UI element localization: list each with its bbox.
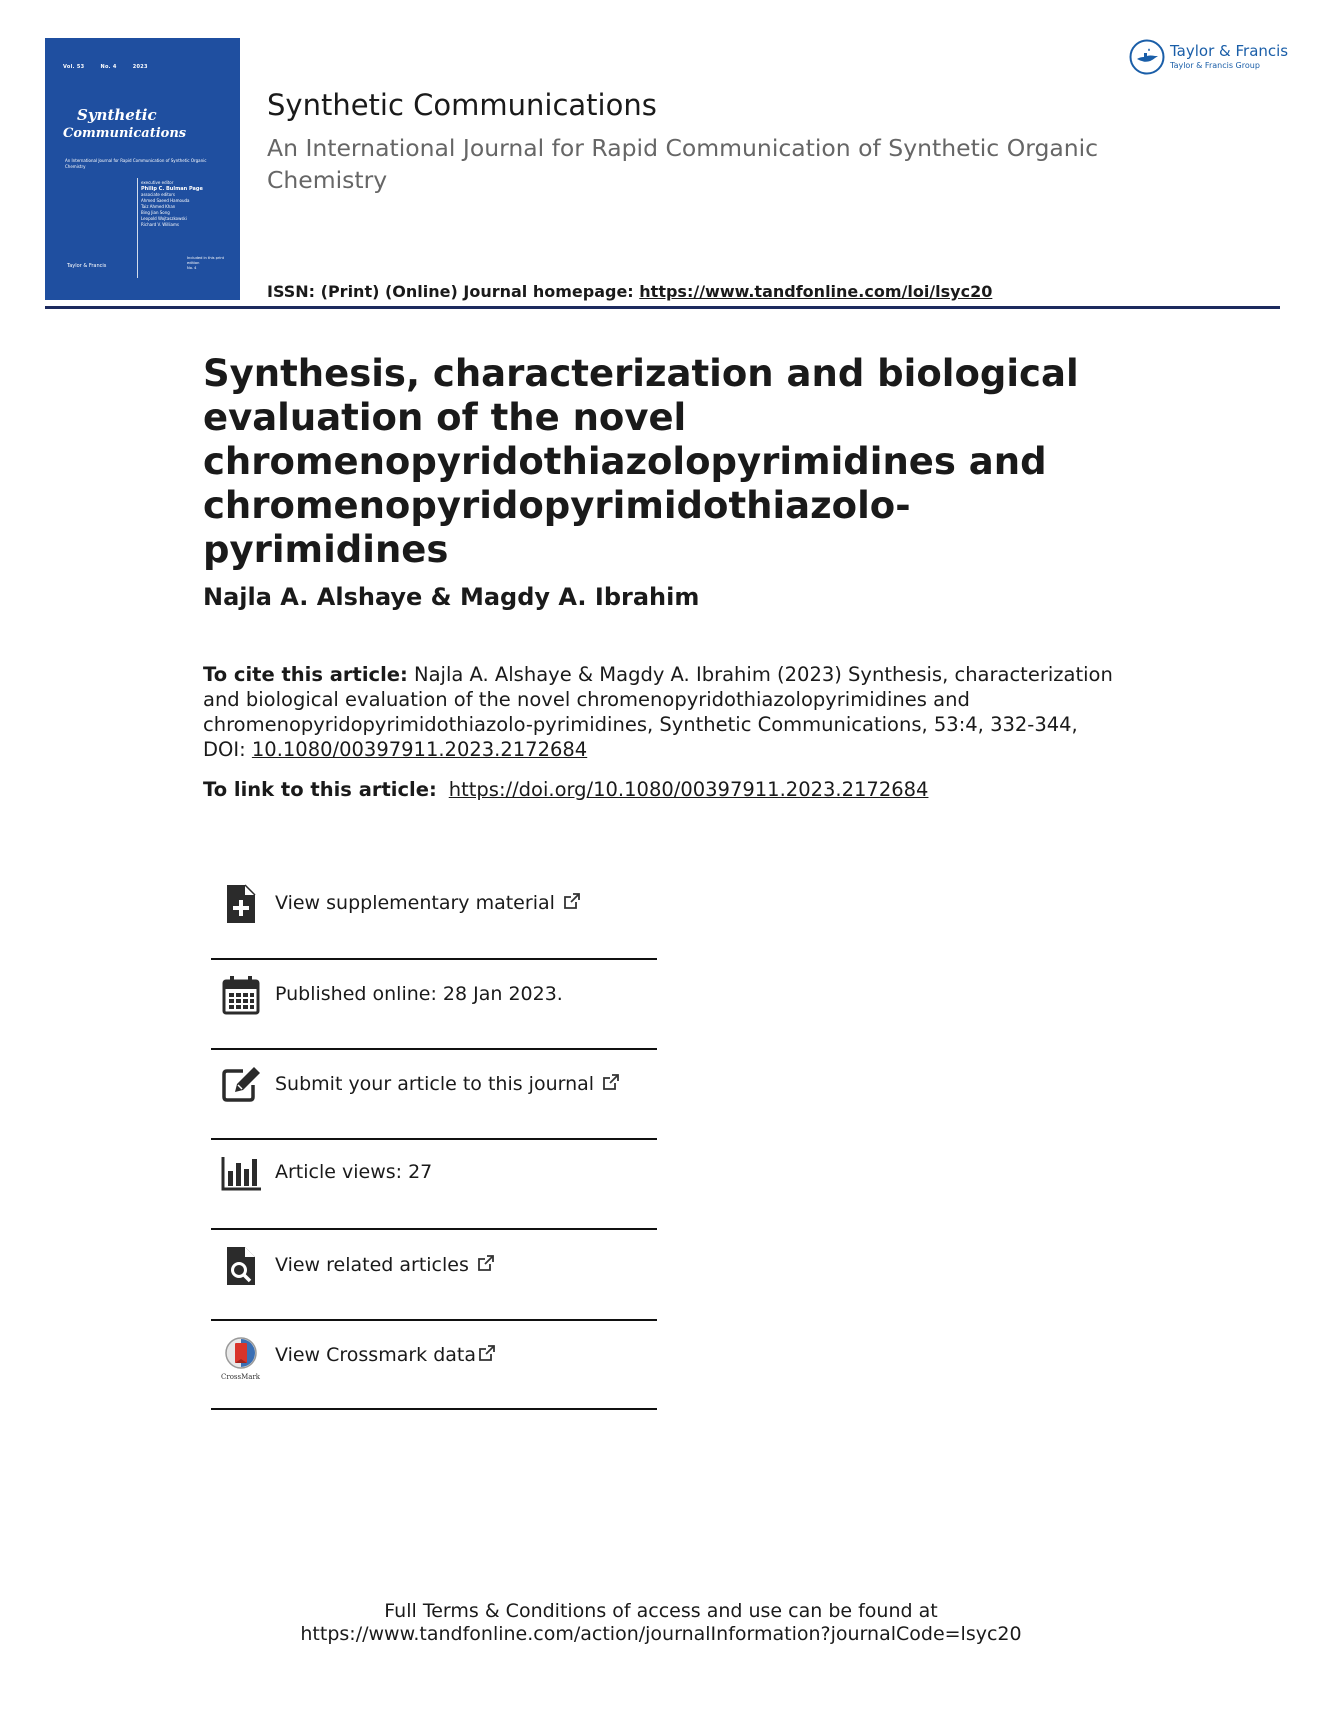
journal-homepage-link[interactable]: https://www.tandfonline.com/loi/lsyc20 xyxy=(639,282,993,301)
cover-associate: Leopold Wojtaszkowski xyxy=(141,216,187,221)
publisher-name: Taylor & Francis xyxy=(1170,42,1289,60)
info-divider xyxy=(211,1138,657,1140)
cover-title-line1: Synthetic xyxy=(77,106,157,124)
footer-line1: Full Terms & Conditions of access and use can be found at xyxy=(384,1600,938,1622)
submit-article-link[interactable] xyxy=(211,1065,657,1105)
file-plus-icon xyxy=(221,884,261,924)
related-articles-label: View related articles xyxy=(275,1254,495,1276)
article-views-label: Article views: 27 xyxy=(275,1161,433,1183)
cover-volume: Vol. 53 xyxy=(63,64,85,70)
submit-article-label: Submit your article to this journal xyxy=(275,1073,620,1095)
article-title: Synthesis, characterization and biological evaluation of the novel chromenopyridothiazolopyrimidines and chromenopyridopyrimidothiazolo-pyrimidines xyxy=(203,352,1079,571)
info-divider xyxy=(211,1408,657,1410)
cover-subtitle: An International Journal for Rapid Communication of Synthetic Organic Chemistry xyxy=(65,158,207,169)
article-authors: Najla A. Alshaye & Magdy A. Ibrahim xyxy=(203,583,700,611)
info-divider xyxy=(211,1319,657,1321)
bar-chart-icon xyxy=(221,1153,261,1193)
cite-doi-link[interactable]: 10.1080/00397911.2023.2172684 xyxy=(251,738,588,761)
cover-year: 2023 xyxy=(132,64,148,70)
cover-print-note-text: Included in this print edition xyxy=(187,256,225,265)
cover-editor-label: executive editor xyxy=(141,180,174,185)
footer xyxy=(0,1600,1322,1646)
crossmark-label: View Crossmark data xyxy=(275,1344,496,1366)
footer-terms-link[interactable]: https://www.tandfonline.com/action/journalInformation?journalCode=lsyc20 xyxy=(300,1623,1022,1645)
link-label: To link to this article: xyxy=(203,778,437,801)
cover-divider xyxy=(137,178,138,278)
cover-publisher: Taylor & Francis xyxy=(67,263,107,269)
cover-associate: Taiz Ahmed Khan xyxy=(141,204,176,209)
article-views-row xyxy=(211,1153,657,1193)
info-divider xyxy=(211,1228,657,1230)
cover-title-line2: Communications xyxy=(63,126,187,141)
cover-associate: Bing Jian Song xyxy=(141,210,170,215)
external-link-icon xyxy=(477,1254,495,1272)
info-divider xyxy=(211,1048,657,1050)
cover-editors xyxy=(141,180,203,228)
supplementary-material-link[interactable] xyxy=(211,884,657,924)
cover-print-note xyxy=(187,256,237,271)
cover-print-no: No. 4 xyxy=(187,266,197,270)
cover-number: No. 4 xyxy=(100,64,117,70)
file-search-icon xyxy=(221,1246,261,1286)
published-online-label: Published online: 28 Jan 2023. xyxy=(275,983,563,1005)
crossmark-icon xyxy=(221,1336,261,1376)
cover-issue-info xyxy=(63,64,164,70)
external-link-icon xyxy=(602,1073,620,1091)
related-articles-link[interactable] xyxy=(211,1246,657,1286)
doi-link[interactable]: https://doi.org/10.1080/00397911.2023.2172684 xyxy=(448,778,929,801)
journal-title: Synthetic Communications xyxy=(267,88,657,122)
publisher-group: Taylor & Francis Group xyxy=(1170,61,1260,70)
info-divider xyxy=(211,958,657,960)
header-divider xyxy=(45,306,1280,309)
cover-associate: Richard V. Williams xyxy=(141,222,179,227)
published-online-row xyxy=(211,975,657,1015)
supplementary-label: View supplementary material xyxy=(275,892,581,914)
external-link-icon xyxy=(563,892,581,910)
cover-associate-label: associate editors xyxy=(141,192,175,197)
cite-label: To cite this article: xyxy=(203,663,408,686)
calendar-icon xyxy=(221,975,261,1015)
crossmark-logo-text: CrossMark xyxy=(221,1373,261,1381)
crossmark-link[interactable] xyxy=(211,1336,657,1381)
edit-pencil-icon xyxy=(221,1065,261,1105)
issn-line xyxy=(267,282,992,301)
cover-editor: Philip C. Bulman Page xyxy=(141,186,203,192)
article-link-block xyxy=(203,778,928,801)
cite-text: Najla A. Alshaye & Magdy A. Ibrahim (2023) Synthesis, characterization and biological evaluation of the novel chromenopyridothiazolopyrimidines and chromenopyridopyrimidothiazolo-pyrimidines, Synthetic Communications, 53:4, 332-344, DOI: xyxy=(203,663,1113,761)
issn-text: ISSN: (Print) (Online) Journal homepage: xyxy=(267,282,640,301)
publisher-logo xyxy=(1128,38,1288,78)
taylor-francis-lamp-icon xyxy=(1128,38,1166,76)
cover-associate: Ahmed Saeed Hamouda xyxy=(141,198,190,203)
journal-cover-image xyxy=(45,38,240,300)
external-link-icon xyxy=(478,1344,496,1362)
journal-subtitle: An International Journal for Rapid Communication of Synthetic Organic Chemistry xyxy=(267,134,1099,194)
citation-block xyxy=(203,662,1123,762)
